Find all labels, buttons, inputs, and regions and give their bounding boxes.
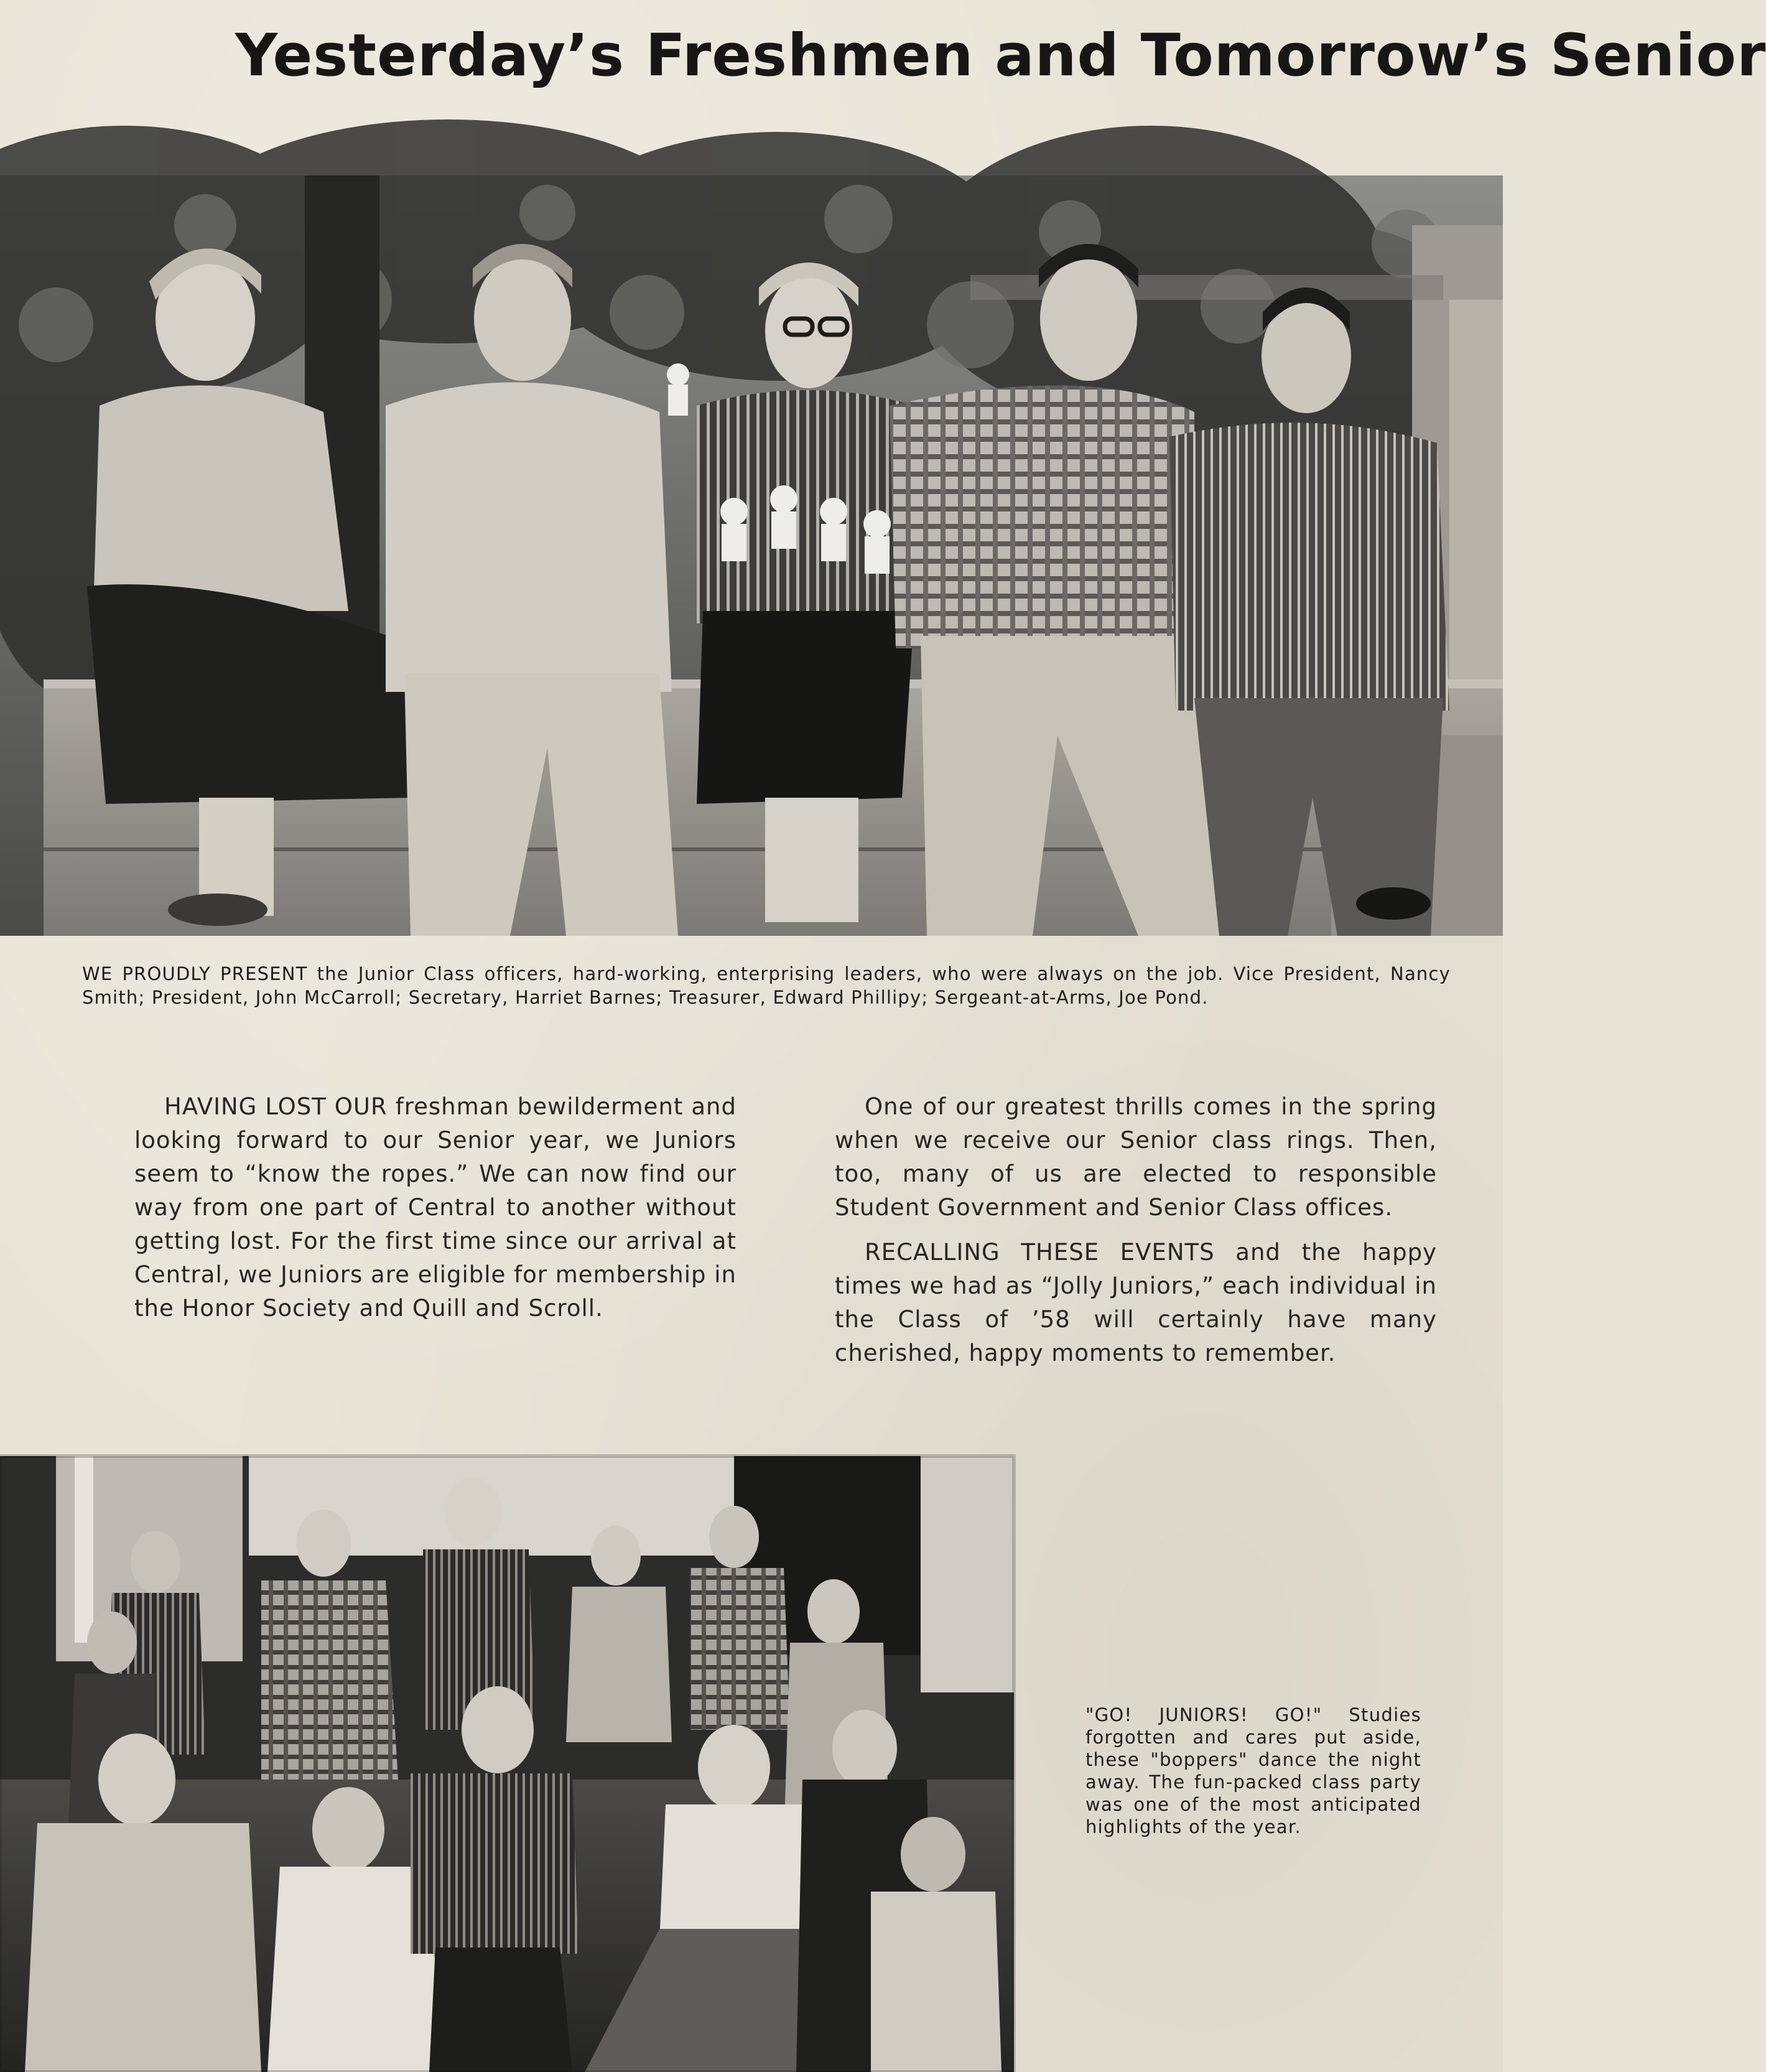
officers-caption: WE PROUDLY PRESENT the Junior Class officers, hard-working, enterprising leaders, who were always on the job. Vice President, Nancy Smith; President, John McCarroll; Secretary, Harriet Barnes; Treasurer, Edward Phillipy; Sergeant-at-Arms, Joe Pond. [82,963,1451,1008]
body-column-left [134,1090,737,1337]
page-headline: Yesterday’s Freshmen and Tomorrow’s Senior [235,22,1766,90]
body-column-right [835,1090,1437,1381]
class-party-photo [0,1456,1014,2072]
body-paragraph: RECALLING THESE EVENTS and the happy times we had as “Jolly Juniors,” each individual in the Class of ’58 will certainly have many cherished, happy moments to remember. [835,1239,1437,1366]
body-paragraph: HAVING LOST OUR freshman bewilderment and looking forward to our Senior year, we Juniors seem to “know the ropes.” We can now find our way from one part of Central to another without getting lost. For the first time since our arrival at Central, we Juniors are eligible for membership in the Honor Society and Quill and Scroll. [134,1093,737,1322]
party-caption: "GO! JUNIORS! GO!" Studies forgotten and cares put aside, these "boppers" dance the night away. The fun-packed class party was one of the most anticipated highlights of the year. [1085,1704,1421,1837]
body-paragraph: One of our greatest thrills comes in the spring when we receive our Senior class rings. Then, too, many of us are elected to responsible Student Government and Senior Class offices. [835,1093,1437,1221]
junior-officers-photo [0,175,1503,936]
